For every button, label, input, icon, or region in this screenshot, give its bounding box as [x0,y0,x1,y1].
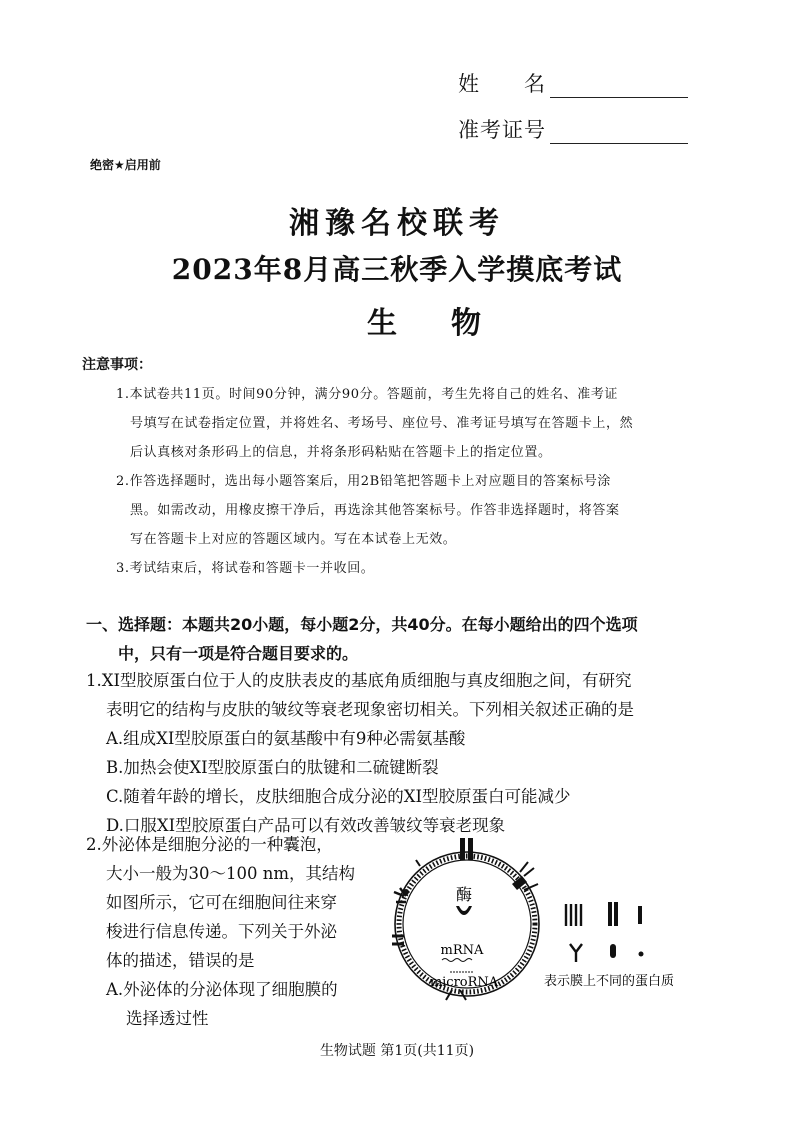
name-blank-line [550,96,688,98]
id-field [458,114,688,144]
q2-option-a: A.外泌体的分泌体现了细胞膜的 [106,980,338,999]
section-line-1: 一、选择题：本题共20小题，每小题2分，共40分。在每小题给出的四个选项 [86,615,638,634]
notice-line: 1.本试卷共11页。时间90分钟，满分90分。答题前，考生先将自己的姓名、准考证 [116,387,619,402]
q1-option-a: A.组成XI型胶原蛋白的氨基酸中有9种必需氨基酸 [106,729,466,748]
notice-line: 写在答题卡上对应的答题区域内。写在本试卷上无效。 [130,532,457,547]
notice-line: 黑。如需改动，用橡皮擦干净后，再选涂其他答案标号。作答非选择题时，将答案 [130,503,620,518]
exam-organizer-title: 湘豫名校联考 [289,206,505,241]
legend-caption: 表示膜上不同的蛋白质 [544,974,675,989]
q2-stem-line: 2.外泌体是细胞分泌的一种囊泡， [86,835,333,854]
question-1 [86,666,716,840]
name-field [458,68,688,98]
q2-stem-line: 体的描述，错误的是 [106,951,255,970]
enzyme-label: 酶 [455,885,473,904]
section-heading [86,610,716,668]
notice-line: 后认真核对条形码上的信息，并将条形码粘贴在答题卡上的指定位置。 [130,445,552,460]
notice-line: 3.考试结束后，将试卷和答题卡一并收回。 [116,561,375,576]
notice-line: 号填写在试卷指定位置，并将姓名、考场号、座位号、准考证号填写在答题卡上，然 [130,416,634,431]
secret-mark: 绝密★启用前 [90,158,161,172]
exosome-diagram [384,832,704,1012]
id-label: 准考证号 [458,118,546,142]
mrna-strand [442,959,472,962]
enzyme-shape [456,906,472,915]
q1-stem-line-1: 1.XI型胶原蛋白位于人的皮肤表皮的基底角质细胞与真皮细胞之间，有研究 [86,671,632,690]
q1-stem-line-2: 表明它的结构与皮肤的皱纹等衰老现象密切相关。下列相关叙述正确的是 [106,700,634,719]
id-blank-line [550,142,688,144]
q2-stem-line: 如图所示，它可在细胞间往来穿 [106,893,337,912]
notice-line: 2.作答选择题时，选出每小题答案后，用2B铅笔把答题卡上对应题目的答案标号涂 [116,474,612,489]
exam-name-title: 2023年8月高三秋季入学摸底考试 [171,253,623,286]
question-2 [86,830,386,1033]
section-line-2: 中，只有一项是符合题目要求的。 [118,644,359,663]
q2-stem-line: 大小一般为30～100 nm，其结构 [106,864,356,883]
mrna-label: mRNA [440,943,484,958]
page-footer: 生物试题 第1页(共11页) [319,1043,475,1059]
notice-list [116,380,716,583]
q1-option-c: C.随着年龄的增长，皮肤细胞合成分泌的XI型胶原蛋白可能减少 [106,787,571,806]
subject-title: 生物 [367,306,535,341]
name-label: 姓 名 [458,72,546,96]
q1-option-d: D.口服XI型胶原蛋白产品可以有效改善皱纹等衰老现象 [106,816,506,835]
q2-option-a-cont: 选择透过性 [126,1009,209,1028]
q1-option-b: B.加热会使XI型胶原蛋白的肽键和二硫键断裂 [106,758,439,777]
protein-legend-symbols [566,902,644,962]
microrna-label: microRNA [429,975,499,990]
notice-heading: 注意事项： [82,357,152,373]
q2-stem-line: 梭进行信息传递。下列关于外泌 [106,922,337,941]
